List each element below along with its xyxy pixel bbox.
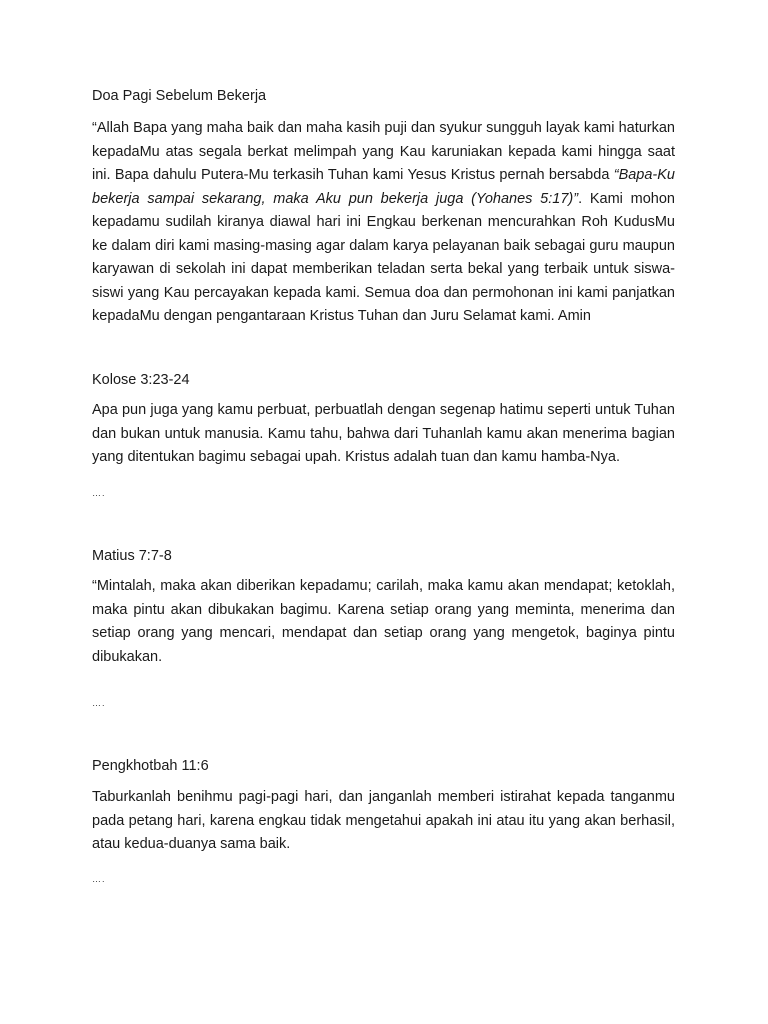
ellipsis-kolose: ….	[92, 488, 106, 498]
pengkhotbah-paragraph: Taburkanlah benihmu pagi-pagi hari, dan janganlah memberi istirahat kepada tanganmu pada petang hari, karena engkau tidak mengetahui apakah ini atau itu yang akan berhasil, atau kedua-duanya sama baik.	[92, 789, 675, 852]
prayer-text-end: . Kami mohon kepadamu sudilah kiranya diawal hari ini Engkau berkenan mencurahkan Roh KudusMu ke dalam diri kami masing-masing agar dalam karya pelayanan baik sebagai guru maupun karyawan di sekolah ini dapat memberikan teladan serta bekal yang terbaik untuk siswa-siswi yang Kau percayakan kepada kami. Semua doa dan permohonan ini kami panjatkan kepadaMu dengan pengantaraan Kristus Tuhan dan Juru Selamat kami. Amin	[92, 190, 675, 324]
matius-paragraph: “Mintalah, maka akan diberikan kepadamu; carilah, maka kamu akan mendapat; ketoklah, maka pintu akan dibukakan bagimu. Karena setiap orang yang meminta, menerima dan setiap orang yang mencari, mendapat dan setiap orang yang mengetok, baginya pintu dibukakan.	[92, 578, 675, 665]
section-title-doa-pagi: Doa Pagi Sebelum Bekerja	[92, 88, 267, 104]
prayer-italic-quote: “Bapa-Ku bekerja sampai sekarang, maka Aku pun bekerja juga (Yohanes 5:17)”	[92, 167, 675, 207]
section-title-matius: Matius 7:7-8	[92, 548, 172, 564]
ellipsis-matius: ….	[92, 698, 106, 708]
prayer-text-start: “Allah Bapa yang maha baik dan maha kasih puji dan syukur sungguh layak kami haturkan kepadaMu atas segala berkat melimpah yang Kau karuniakan kepada kami hingga saat ini. Bapa dahulu Putera-Mu terkasih Tuhan kami Yesus Kristus pernah bersabda	[92, 120, 675, 183]
section-title-kolose: Kolose 3:23-24	[92, 372, 190, 388]
ellipsis-pengkhotbah: ….	[92, 874, 106, 884]
kolose-paragraph: Apa pun juga yang kamu perbuat, perbuatlah dengan segenap hatimu seperti untuk Tuhan dan bukan untuk manusia. Kamu tahu, bahwa dari Tuhanlah kamu akan menerima bagian yang ditentukan bagimu sebagai upah. Kristus adalah tuan dan kamu hamba-Nya.	[92, 402, 675, 465]
prayer-paragraph	[92, 117, 675, 329]
section-title-pengkhotbah: Pengkhotbah 11:6	[92, 758, 209, 774]
